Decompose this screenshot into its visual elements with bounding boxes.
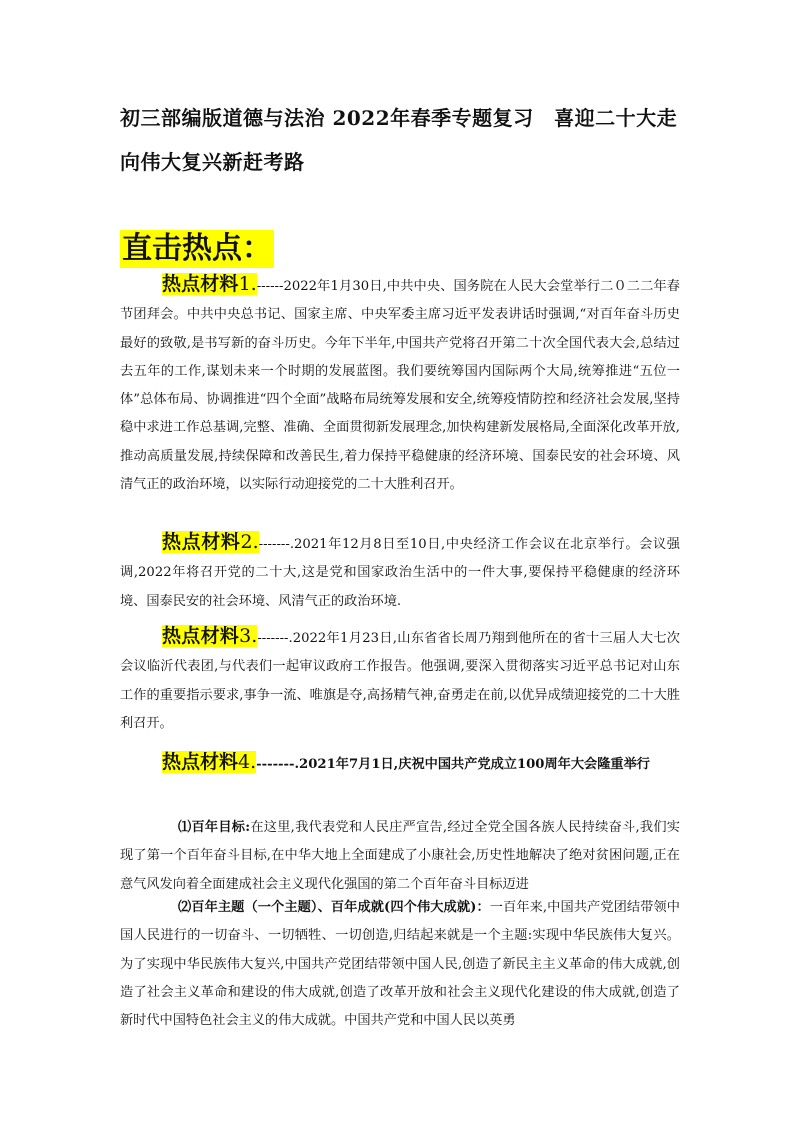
material-text: -------.2021年12月8日至10日,中央经济工作会议在北京举行。会议强调,2022年将召开党的二十大,这是党和国家政治生活中的一件大事,要保持平稳健康的经济环境、国泰民安的社会环境、风清气正的政治环境.	[120, 537, 680, 609]
subsection-text: 一百年来,中国共产党团结带领中国人民进行的一切奋斗、一切牺牲、一切创造,归结起来就是一个主题:实现中华民族伟大复兴。为了实现中华民族伟大复兴,中国共产党团结带领中国人民,创造了新民主主义革命的伟大成就,创造了社会主义革命和建设的伟大成就,创造了改革开放和社会主义现代化建设的伟大成就,创造了新时代中国特色社会主义的伟大成就。中国共产党和中国人民以英勇	[120, 900, 680, 1029]
material-label: 热点材料	[162, 751, 239, 773]
subsection-text: 在这里,我代表党和人民庄严宣告,经过全党全国各族人民持续奋斗,我们实现了第一个百年奋斗目标,在中华大地上全面建成了小康社会,历史性地解决了绝对贫困问题,正在意气风发向着全面建成社会主义现代化强国的第二个百年奋斗目标迈进	[120, 820, 680, 892]
document-title: 初三部编版道德与法治 2022年春季专题复习 喜迎二十大走向伟大复兴新赶考路	[120, 106, 678, 174]
section-heading: 直击热点：	[122, 231, 272, 266]
material-number: 4.	[238, 751, 257, 773]
subsection-lead: ⑵百年主题（一个主题）、百年成就(四个伟大成就)：	[178, 900, 490, 915]
material-number: 1.	[238, 273, 257, 295]
hot-material-3	[120, 622, 680, 738]
hot-material-1	[120, 270, 680, 499]
subsection-centenary-goal	[120, 814, 680, 899]
material-label: 热点材料	[162, 531, 241, 553]
subsection-centenary-theme	[120, 894, 680, 1035]
material-label: 热点材料	[162, 273, 239, 295]
hot-material-4	[120, 748, 680, 779]
subsection-lead: ⑴百年目标:	[178, 820, 251, 835]
material-text: -------.2021年7月1日,庆祝中国共产党成立100周年大会隆重举行	[256, 757, 650, 772]
hot-material-2	[120, 528, 680, 616]
material-number: 2.	[240, 531, 259, 553]
material-number: 3.	[239, 625, 258, 647]
material-text: -------.2022年1月23日,山东省省长周乃翔到他所在的省十三届人大七次会议临沂代表团,与代表们一起审议政府工作报告。他强调,要深入贯彻落实习近平总书记对山东工作的重要指示要求,事争一流、唯旗是夺,高扬精气神,奋勇走在前,以优异成绩迎接党的二十大胜利召开。	[120, 631, 680, 731]
material-text: ------2022年1月30日,中共中央、国务院在人民大会堂举行二０二二年春节团拜会。中共中央总书记、国家主席、中央军委主席习近平发表讲话时强调,“对百年奋斗历史最好的致敬,是书写新的奋斗历史。今年下半年,中国共产党将召开第二十次全国代表大会,总结过去五年的工作,谋划未来一个时期的发展蓝图。我们要统筹国内国际两个大局,统筹推进“五位一体”总体布局、协调推进“四个全面”战略布局统筹发展和安全,统筹疫情防控和经济社会发展,坚持稳中求进工作总基调,完整、准确、全面贯彻新发展理念,加快构建新发展格局,全面深化改革开放,推动高质量发展,持续保障和改善民生,着力保持平稳健康的经济环境、国泰民安的社会环境、风清气正的政治环境，以实际行动迎接党的二十大胜利召开。	[120, 279, 680, 493]
material-label: 热点材料	[162, 625, 240, 647]
